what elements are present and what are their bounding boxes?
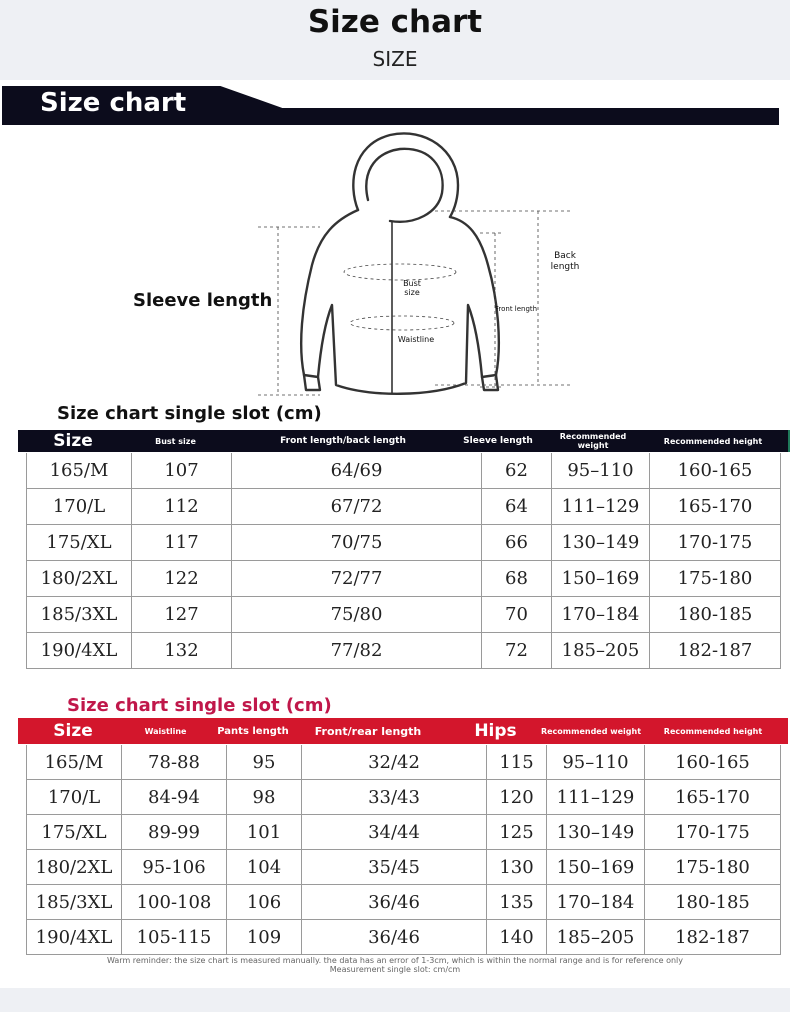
table-cell: 64 (481, 489, 551, 525)
table-cell: 170–184 (546, 885, 644, 920)
table-row (26, 815, 788, 850)
header-hips: Hips (474, 720, 517, 741)
bust-size-label: Bust size (403, 279, 421, 297)
table-row (26, 745, 788, 780)
table-cell: 95-106 (121, 850, 226, 885)
table1-title: Size chart single slot (cm) (57, 403, 322, 424)
table-cell: 70 (481, 597, 551, 633)
header-recommended-weight: Recommended weight (559, 432, 627, 450)
table-cell: 95–110 (546, 745, 644, 780)
table-cell: 185–205 (546, 920, 644, 955)
table-row (26, 633, 788, 669)
table-cell: 175/XL (26, 815, 121, 850)
table-cell: 180/2XL (26, 561, 131, 597)
table-cell: 95 (226, 745, 301, 780)
table-cell: 68 (481, 561, 551, 597)
back-length-label: Back length (550, 251, 580, 272)
table-cell: 165-170 (644, 780, 781, 815)
table-row (26, 597, 788, 633)
table-cell: 66 (481, 525, 551, 561)
table-cell: 190/4XL (26, 920, 121, 955)
table-cell: 150–169 (551, 561, 649, 597)
table-cell: 111–129 (546, 780, 644, 815)
waistline-label: Waistline (397, 335, 435, 344)
table-cell: 130 (486, 850, 546, 885)
table-row (26, 489, 788, 525)
table-cell: 105-115 (121, 920, 226, 955)
table-cell: 180-185 (644, 885, 781, 920)
table-cell: 125 (486, 815, 546, 850)
footnote-warm-reminder: Warm reminder: the size chart is measured manually. the data has an error of 1-3cm, which is within the normal range and is for reference only (107, 956, 683, 965)
table-cell: 34/44 (301, 815, 486, 850)
table-cell: 111–129 (551, 489, 649, 525)
table-cell: 190/4XL (26, 633, 131, 669)
table-cell: 175/XL (26, 525, 131, 561)
table2-header (18, 718, 788, 744)
table-cell: 127 (131, 597, 231, 633)
table-cell: 67/72 (231, 489, 481, 525)
table-cell: 35/45 (301, 850, 486, 885)
table-cell: 36/46 (301, 885, 486, 920)
header-waistline: Waistline (144, 726, 187, 736)
header-front-length-back-length: Front length/back length (280, 435, 406, 446)
table-cell: 170/L (26, 489, 131, 525)
header-recommended-height: Recommended height (663, 726, 763, 736)
table-cell: 104 (226, 850, 301, 885)
hoodie-diagram (240, 125, 580, 405)
table-cell: 77/82 (231, 633, 481, 669)
footnote-measurement: Measurement single slot: cm/cm (329, 965, 461, 974)
table-row (26, 885, 788, 920)
table-cell: 170-175 (649, 525, 781, 561)
table-cell: 117 (131, 525, 231, 561)
table-cell: 182-187 (649, 633, 781, 669)
table-cell: 115 (486, 745, 546, 780)
hoodie-illustration (240, 125, 580, 405)
table-cell: 64/69 (231, 453, 481, 489)
table-row (26, 525, 788, 561)
size-table-2 (18, 720, 788, 960)
table-cell: 75/80 (231, 597, 481, 633)
table-cell: 132 (131, 633, 231, 669)
size-table-1 (18, 430, 788, 670)
table-cell: 182-187 (644, 920, 781, 955)
table-cell: 165/M (26, 453, 131, 489)
table-cell: 170-175 (644, 815, 781, 850)
header-pants-length: Pants length (217, 725, 289, 737)
header-sleeve-length: Sleeve length (463, 435, 533, 446)
table-cell: 150–169 (546, 850, 644, 885)
header-bust-size: Bust size (155, 436, 196, 446)
table-cell: 165-170 (649, 489, 781, 525)
table-cell: 120 (486, 780, 546, 815)
header-size: Size (53, 720, 93, 741)
table-cell: 180-185 (649, 597, 781, 633)
table-cell: 98 (226, 780, 301, 815)
table-row (26, 453, 788, 489)
front-length-label: Front length (494, 305, 538, 313)
table-cell: 72/77 (231, 561, 481, 597)
table-cell: 100-108 (121, 885, 226, 920)
table-cell: 84-94 (121, 780, 226, 815)
table-cell: 170/L (26, 780, 121, 815)
table-cell: 95–110 (551, 453, 649, 489)
header-recommended-weight: Recommended weight (540, 726, 642, 736)
table-cell: 160-165 (649, 453, 781, 489)
table-cell: 70/75 (231, 525, 481, 561)
table-cell: 72 (481, 633, 551, 669)
table-row (26, 561, 788, 597)
header-recommended-height: Recommended height (663, 436, 763, 446)
table-cell: 185–205 (551, 633, 649, 669)
header-size: Size (53, 430, 93, 451)
table-cell: 89-99 (121, 815, 226, 850)
table1-header (18, 430, 790, 452)
table-cell: 135 (486, 885, 546, 920)
table-cell: 175-180 (649, 561, 781, 597)
page-subtitle: SIZE (372, 47, 418, 71)
table-cell: 32/42 (301, 745, 486, 780)
table-cell: 180/2XL (26, 850, 121, 885)
table-row (26, 920, 788, 955)
table-cell: 109 (226, 920, 301, 955)
table-cell: 78-88 (121, 745, 226, 780)
table-row (26, 780, 788, 815)
table-cell: 165/M (26, 745, 121, 780)
table-cell: 185/3XL (26, 597, 131, 633)
table-cell: 140 (486, 920, 546, 955)
table-cell: 107 (131, 453, 231, 489)
table-cell: 101 (226, 815, 301, 850)
table-cell: 130–149 (551, 525, 649, 561)
table-cell: 175-180 (644, 850, 781, 885)
table-cell: 106 (226, 885, 301, 920)
table-cell: 185/3XL (26, 885, 121, 920)
table-cell: 160-165 (644, 745, 781, 780)
table2-title: Size chart single slot (cm) (67, 695, 332, 716)
banner-label: Size chart (40, 88, 187, 118)
table-cell: 62 (481, 453, 551, 489)
table-cell: 130–149 (546, 815, 644, 850)
table-row (26, 850, 788, 885)
table-cell: 33/43 (301, 780, 486, 815)
table-cell: 122 (131, 561, 231, 597)
table-cell: 112 (131, 489, 231, 525)
table-cell: 36/46 (301, 920, 486, 955)
sleeve-length-label: Sleeve length (133, 290, 273, 311)
page-title: Size chart (307, 4, 483, 40)
header-front-rear-length: Front/rear length (314, 724, 422, 738)
table-cell: 170–184 (551, 597, 649, 633)
